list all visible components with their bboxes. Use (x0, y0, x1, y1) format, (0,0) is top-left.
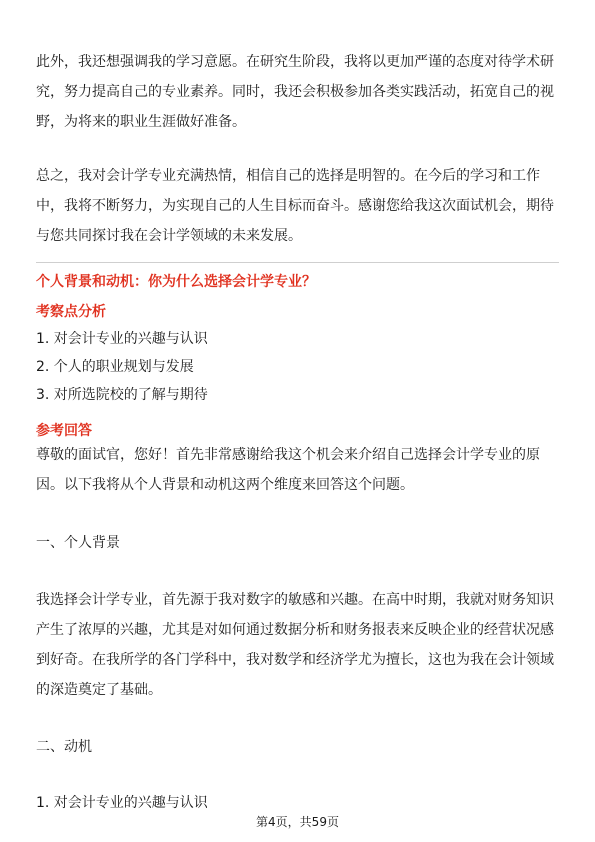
section1-body: 我选择会计学专业，首先源于我对数字的敏感和兴趣。在高中时期，我就对财务知识产生了浓厚的兴趣，尤其是对如何通过数据分析和财务报表来反映企业的经营状况感到好奇。在我所学的各门学科中，我对数学和经济学尤为擅长，这也为我在会计领域的深造奠定了基础。 (36, 592, 554, 698)
section-divider (36, 262, 559, 263)
question-title: 个人背景和动机：你为什么选择会计学专业？ (36, 274, 316, 290)
page-number: 第4页，共59页 (256, 815, 339, 829)
intro-paragraph-2: 总之，我对会计学专业充满热情，相信自己的选择是明智的。在今后的学习和工作中，我将不断努力，为实现自己的人生目标而奋斗。感谢您给我这次面试机会，期待与您共同探讨我在会计学领域的未来发展。 (36, 168, 554, 244)
answer-label: 参考回答 (36, 423, 92, 439)
analysis-point-3: 3. 对所选院校的了解与期待 (36, 387, 208, 403)
section1-title: 一、个人背景 (36, 535, 120, 551)
intro-paragraph-1: 此外，我还想强调我的学习意愿。在研究生阶段，我将以更加严谨的态度对待学术研究，努力提高自己的专业素养。同时，我还会积极参加各类实践活动，拓宽自己的视野，为将来的职业生涯做好准备。 (36, 54, 554, 130)
analysis-point-1: 1. 对会计专业的兴趣与认识 (36, 331, 208, 347)
answer-intro: 尊敬的面试官，您好！首先非常感谢给我这个机会来介绍自己选择会计学专业的原因。以下我将从个人背景和动机这两个维度来回答这个问题。 (36, 447, 540, 493)
analysis-point-2: 2. 个人的职业规划与发展 (36, 359, 194, 375)
section2-item-1: 1. 对会计专业的兴趣与认识 (36, 795, 208, 811)
analysis-label: 考察点分析 (36, 304, 106, 320)
section2-title: 二、动机 (36, 739, 92, 755)
